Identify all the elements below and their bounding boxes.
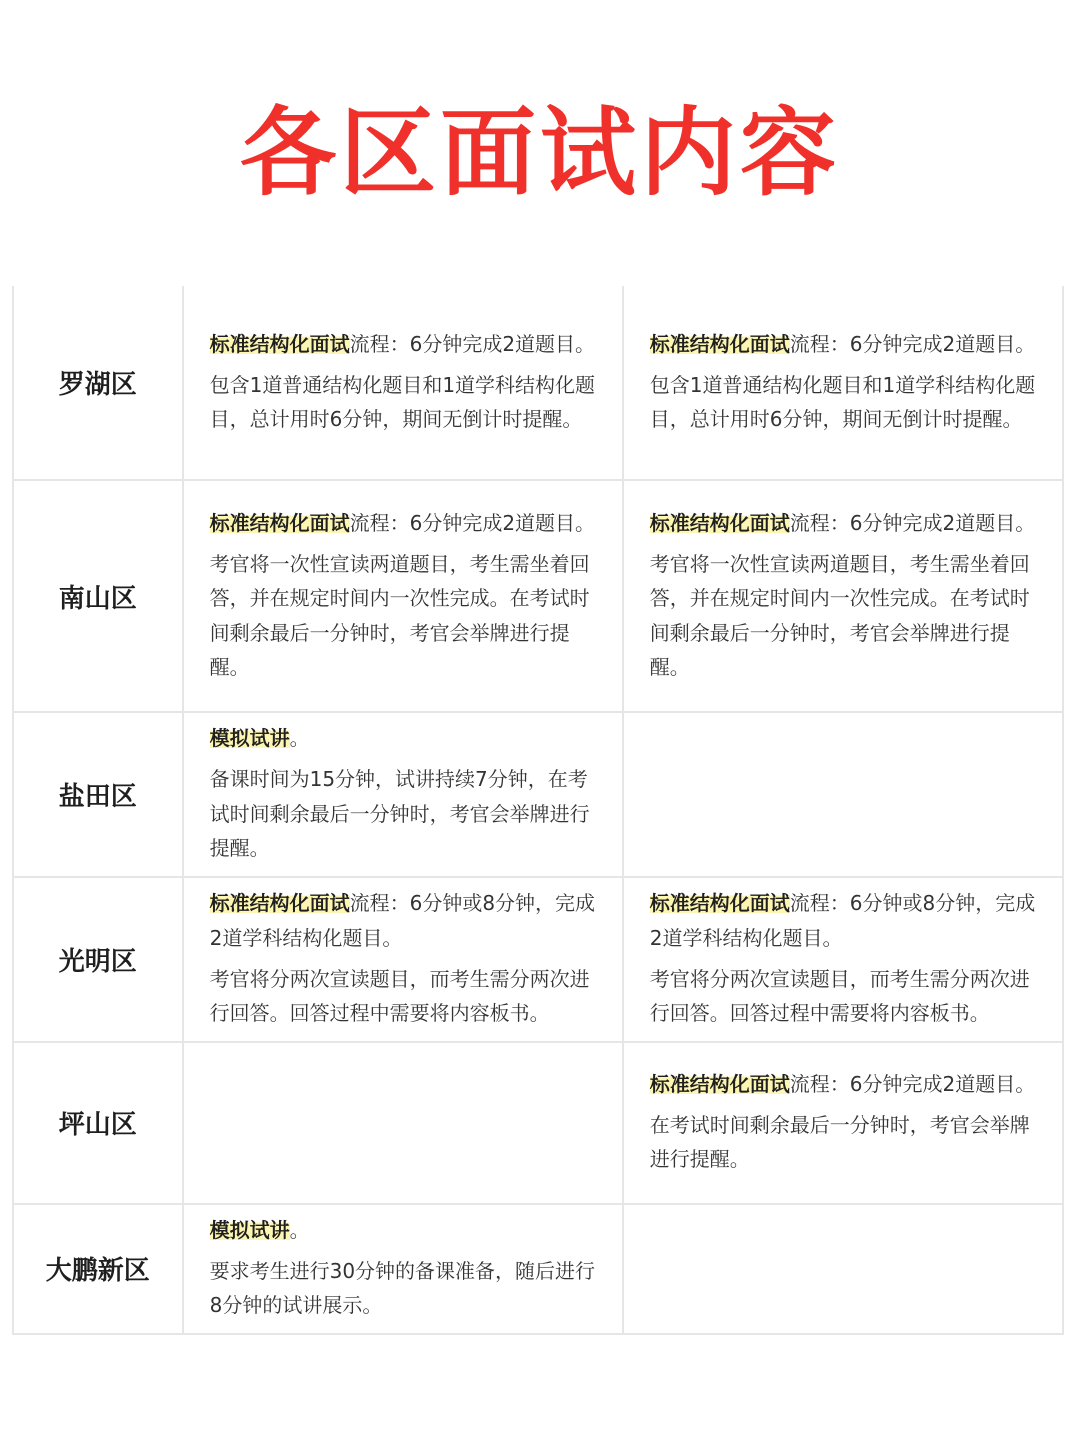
table-row [13, 480, 1063, 712]
highlight-label: 标准结构化面试 [649, 890, 790, 915]
process-line [650, 327, 1038, 362]
process-line [650, 1067, 1038, 1102]
right-cell-empty [623, 712, 1063, 877]
description-text: 包含1道普通结构化题目和1道学科结构化题目，总计用时6分钟，期间无倒计时提醒。 [209, 372, 596, 431]
page-title: 各区面试内容 [240, 96, 840, 209]
process-text: 流程：6分钟完成2道题目。 [349, 510, 596, 535]
right-cell [623, 877, 1063, 1042]
left-cell [183, 286, 623, 480]
highlight-label: 标准结构化面试 [209, 890, 350, 915]
highlight-label: 标准结构化面试 [209, 331, 350, 356]
process-text: 流程：6分钟完成2道题目。 [789, 331, 1036, 356]
district-name: 南山区 [13, 480, 183, 712]
highlight-label: 标准结构化面试 [649, 510, 790, 535]
right-cell-empty [623, 1204, 1063, 1334]
right-cell [623, 480, 1063, 712]
highlight-label: 模拟试讲 [209, 1217, 290, 1242]
description-text: 要求考生进行30分钟的备课准备，随后进行8分钟的试讲展示。 [209, 1258, 596, 1317]
process-line [650, 506, 1038, 541]
left-cell-empty [183, 1042, 623, 1204]
table-row [13, 712, 1063, 877]
process-text: 流程：6分钟或8分钟，完成2道学科结构化题目。 [649, 890, 1036, 950]
description-text: 考官将一次性宣读两道题目，考生需坐着回答，并在规定时间内一次性完成。在考试时间剩余最后一分钟时，考官会举牌进行提醒。 [649, 551, 1030, 679]
description-text: 在考试时间剩余最后一分钟时，考官会举牌进行提醒。 [649, 1112, 1030, 1171]
process-text: 流程：6分钟或8分钟，完成2道学科结构化题目。 [209, 890, 596, 950]
process-text: 流程：6分钟完成2道题目。 [789, 1071, 1036, 1096]
table-row [13, 877, 1063, 1042]
right-cell [623, 286, 1063, 480]
process-text: 流程：6分钟完成2道题目。 [349, 331, 596, 356]
table-row [13, 1204, 1063, 1334]
left-cell [183, 712, 623, 877]
description-text: 包含1道普通结构化题目和1道学科结构化题目，总计用时6分钟，期间无倒计时提醒。 [649, 372, 1036, 431]
table-row [13, 1042, 1063, 1204]
process-line [210, 506, 598, 541]
district-name: 坪山区 [13, 1042, 183, 1204]
highlight-label: 标准结构化面试 [209, 510, 350, 535]
highlight-label: 标准结构化面试 [649, 331, 790, 356]
description-text: 备课时间为15分钟，试讲持续7分钟，在考试时间剩余最后一分钟时，考官会举牌进行提醒。 [209, 767, 590, 860]
highlight-label: 模拟试讲 [209, 726, 290, 750]
left-cell [183, 480, 623, 712]
left-cell [183, 877, 623, 1042]
district-name: 大鹏新区 [13, 1204, 183, 1334]
highlight-label: 标准结构化面试 [649, 1071, 790, 1096]
process-line [210, 1213, 598, 1248]
process-text: 。 [289, 1217, 310, 1242]
description-text: 考官将分两次宣读题目，而考生需分两次进行回答。回答过程中需要将内容板书。 [209, 966, 590, 1025]
district-name: 盐田区 [13, 712, 183, 877]
district-interview-table [12, 286, 1064, 1335]
process-line [650, 886, 1038, 956]
table-row [13, 286, 1063, 480]
district-name: 罗湖区 [13, 286, 183, 480]
process-text: 。 [289, 726, 310, 750]
process-line [210, 327, 598, 362]
district-name: 光明区 [13, 877, 183, 1042]
description-text: 考官将一次性宣读两道题目，考生需坐着回答，并在规定时间内一次性完成。在考试时间剩余最后一分钟时，考官会举牌进行提醒。 [209, 551, 590, 679]
left-cell [183, 1204, 623, 1334]
process-line [210, 721, 598, 756]
right-cell [623, 1042, 1063, 1204]
description-text: 考官将分两次宣读题目，而考生需分两次进行回答。回答过程中需要将内容板书。 [649, 966, 1030, 1025]
process-text: 流程：6分钟完成2道题目。 [789, 510, 1036, 535]
process-line [210, 886, 598, 956]
